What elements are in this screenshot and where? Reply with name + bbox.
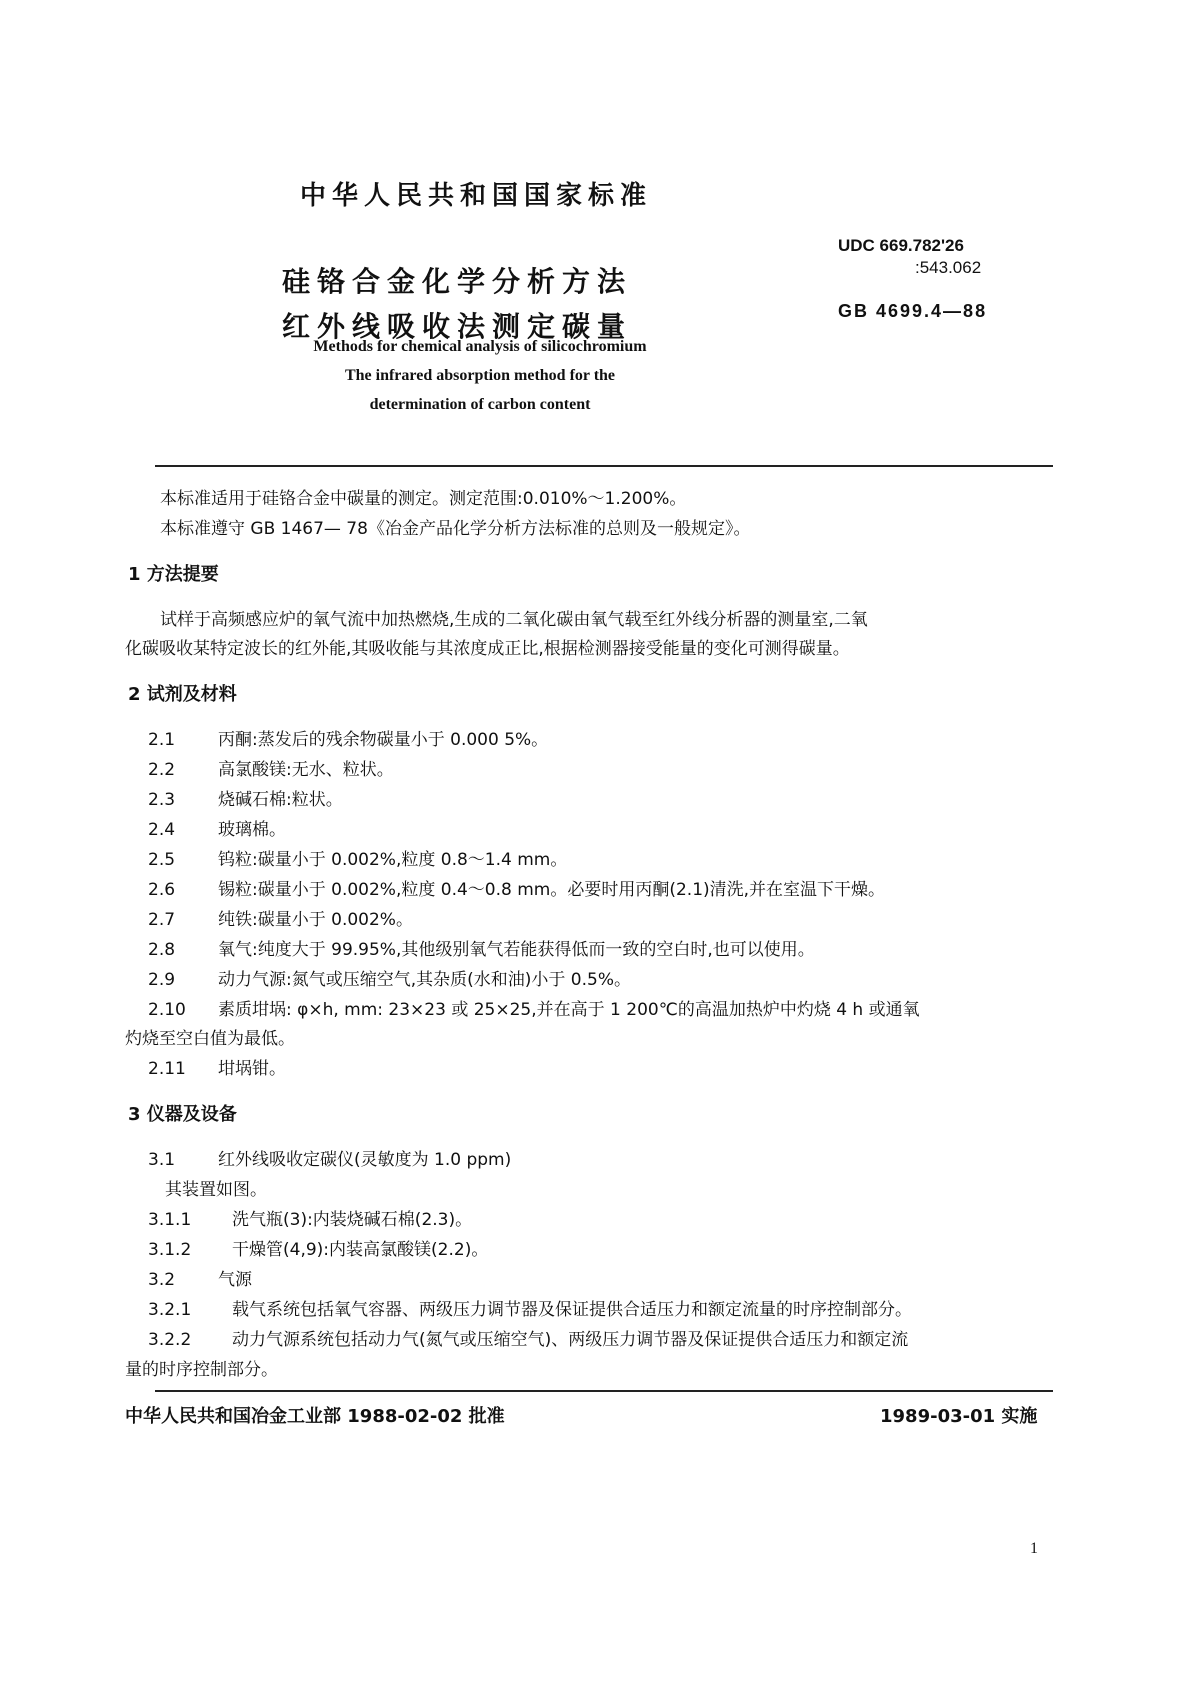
item-number: 3.1.1	[148, 1210, 192, 1230]
item-text: 动力气源系统包括动力气(氮气或压缩空气)、两级压力调节器及保证提供合适压力和额定流	[232, 1330, 909, 1350]
item-number: 3.1.2	[148, 1240, 192, 1260]
item-text: 丙酮:蒸发后的残余物碳量小于 0.000 5%。	[218, 730, 549, 750]
item-text: 玻璃棉。	[218, 820, 286, 840]
item-text: 干燥管(4,9):内装高氯酸镁(2.2)。	[232, 1240, 489, 1260]
item-number: 2.2	[148, 760, 176, 780]
item-number: 2.11	[148, 1059, 186, 1079]
item-number: 2.1	[148, 730, 176, 750]
reagent-item	[148, 1054, 286, 1079]
item-number: 3.2.2	[148, 1330, 192, 1350]
equipment-item	[148, 1295, 912, 1320]
udc-code-line1: UDC 669.782'26	[838, 236, 964, 255]
reagent-item	[148, 815, 286, 840]
item-number: 3.2	[148, 1270, 176, 1290]
item-text: 载气系统包括氧气容器、两级压力调节器及保证提供合适压力和额定流量的时序控制部分。	[232, 1300, 912, 1320]
item-number: 2.5	[148, 850, 176, 870]
item-text: 气源	[218, 1270, 252, 1290]
reagent-item	[148, 875, 885, 900]
section3-heading: 3 仪器及设备	[128, 1104, 237, 1125]
equipment-item	[148, 1205, 472, 1230]
english-title-line2: The infrared absorption method for the	[344, 367, 616, 384]
intro-paragraph-scope: 本标准适用于硅铬合金中碳量的测定。测定范围:0.010%～1.200%。	[160, 489, 687, 509]
reagent-item	[148, 845, 567, 870]
document-title-line2: 红外线吸收法测定碳量	[282, 310, 633, 343]
reagent-item	[148, 785, 343, 810]
equipment-item-continuation: 量的时序控制部分。	[125, 1360, 278, 1380]
intro-paragraph-compliance: 本标准遵守 GB 1467— 78《冶金产品化学分析方法标准的总则及一般规定》。	[160, 519, 751, 539]
section2-heading: 2 试剂及材料	[128, 684, 237, 705]
equipment-item	[148, 1265, 252, 1290]
page-number: 1	[1030, 1540, 1038, 1557]
item-text: 锡粒:碳量小于 0.002%,粒度 0.4～0.8 mm。必要时用丙酮(2.1)清洗,并在室温下干燥。	[218, 880, 886, 900]
english-title-line1: Methods for chemical analysis of silicochromium	[313, 338, 647, 355]
item-text: 钨粒:碳量小于 0.002%,粒度 0.8～1.4 mm。	[218, 850, 568, 870]
item-text: 洗气瓶(3):内装烧碱石棉(2.3)。	[232, 1210, 473, 1230]
reagent-item	[148, 725, 548, 750]
footer-divider	[155, 1390, 1053, 1392]
equipment-note: 其装置如图。	[165, 1180, 267, 1200]
header-divider	[155, 465, 1053, 467]
item-number: 2.10	[148, 1000, 186, 1020]
equipment-item	[148, 1325, 908, 1350]
section1-heading: 1 方法提要	[128, 564, 219, 585]
item-text: 氧气:纯度大于 99.95%,其他级别氧气若能获得低而一致的空白时,也可以使用。	[218, 940, 815, 960]
item-text: 高氯酸镁:无水、粒状。	[218, 760, 394, 780]
item-text: 坩埚钳。	[218, 1059, 286, 1079]
item-text: 素质坩埚: φ×h, mm: 23×23 或 25×25,并在高于 1 200℃的高温加热炉中灼烧 4 h 或通氧	[218, 1000, 920, 1020]
reagent-item	[148, 905, 413, 930]
item-number: 2.4	[148, 820, 176, 840]
reagent-item	[148, 935, 815, 960]
item-text: 动力气源:氮气或压缩空气,其杂质(水和油)小于 0.5%。	[218, 970, 631, 990]
reagent-item	[148, 755, 394, 780]
section1-body-line1: 试样于高频感应炉的氧气流中加热燃烧,生成的二氧化碳由氧气载至红外线分析器的测量室,二氧	[160, 610, 868, 630]
item-number: 3.2.1	[148, 1300, 192, 1320]
document-title-line1: 硅铬合金化学分析方法	[282, 265, 633, 298]
item-number: 3.1	[148, 1150, 176, 1170]
reagent-item-continuation: 灼烧至空白值为最低。	[125, 1029, 295, 1049]
item-number: 2.9	[148, 970, 176, 990]
national-standard-heading: 中华人民共和国国家标准	[300, 181, 653, 211]
item-number: 2.7	[148, 910, 176, 930]
item-number: 2.6	[148, 880, 176, 900]
item-number: 2.8	[148, 940, 176, 960]
reagent-item	[148, 995, 920, 1020]
equipment-item	[148, 1145, 511, 1170]
udc-code-line2: :543.062	[915, 258, 982, 277]
english-title-line3: determination of carbon content	[369, 396, 591, 413]
item-text: 纯铁:碳量小于 0.002%。	[218, 910, 413, 930]
gb-standard-number: GB 4699.4—88	[838, 301, 988, 321]
approval-statement: 中华人民共和国冶金工业部 1988-02-02 批准	[125, 1406, 505, 1427]
effective-date: 1989-03-01 实施	[880, 1406, 1038, 1427]
equipment-item	[148, 1235, 488, 1260]
item-text: 烧碱石棉:粒状。	[218, 790, 343, 810]
item-text: 红外线吸收定碳仪(灵敏度为 1.0 ppm)	[218, 1150, 512, 1170]
reagent-item	[148, 965, 631, 990]
section1-body-line2: 化碳吸收某特定波长的红外能,其吸收能与其浓度成正比,根据检测器接受能量的变化可测得碳量。	[125, 639, 850, 659]
item-number: 2.3	[148, 790, 176, 810]
